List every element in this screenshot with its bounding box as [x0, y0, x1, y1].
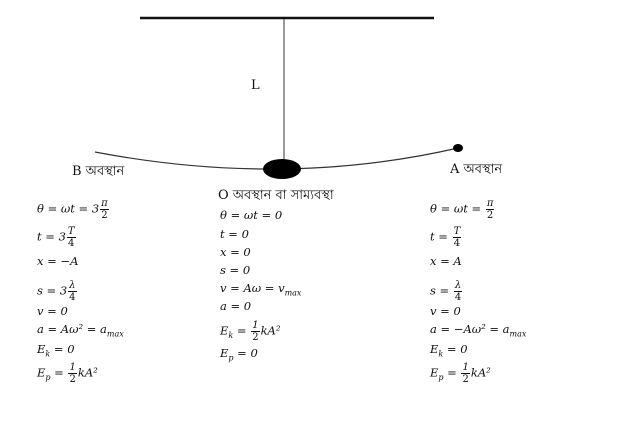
equation-row: θ = ωt = 3 $\frac{\pi}{2}$	[37, 198, 108, 221]
equation-row: $E_p$ = $\frac{1}{2}$ kA²	[430, 362, 491, 385]
equation-row: $E_k = 0$	[430, 342, 468, 359]
equation-row: t = 3 $\frac{T}{4}$	[37, 226, 75, 249]
equation-row: x = 0	[220, 245, 251, 259]
fraction: $\frac{\lambda}{4}$	[69, 280, 76, 303]
equation-row: θ = ωt = $\frac{\pi}{2}$	[430, 198, 494, 221]
position-o-title: O অবস্থান বা সাম্যবস্থা	[218, 188, 334, 203]
length-label: L	[251, 78, 260, 93]
equation-row: $E_k$ = $\frac{1}{2}$ kA²	[220, 320, 281, 343]
fraction: $\frac{\lambda}{4}$	[454, 280, 462, 303]
equation-row: $v = A\omega = v_{max}$	[220, 281, 302, 298]
bob-position-a	[453, 144, 463, 152]
equation-row: a = 0	[220, 299, 252, 313]
position-a-title: A অবস্থান	[450, 162, 503, 177]
equation-row: x = A	[430, 254, 462, 268]
equation-row: θ = ωt = 0	[220, 208, 283, 222]
bob-equilibrium	[263, 159, 301, 179]
equation-row: t = $\frac{T}{4}$	[430, 226, 461, 249]
equation-row: v = 0	[430, 304, 461, 318]
fraction: $\frac{T}{4}$	[67, 226, 75, 249]
fraction: $\frac{\pi}{2}$	[101, 198, 108, 221]
fraction: $\frac{1}{2}$	[462, 362, 469, 385]
fraction: $\frac{1}{2}$	[69, 362, 76, 385]
equation-row: x = −A	[37, 254, 79, 268]
equation-row: $a = -A\omega^2 = a_{max}$	[430, 322, 527, 339]
equation-row: t = 0	[220, 227, 249, 241]
equation-row: $E_k = 0$	[37, 342, 75, 359]
equation-row: $E_p$ = $\frac{1}{2}$ kA²	[37, 362, 98, 385]
equation-row: v = 0	[37, 304, 68, 318]
position-b-title: B অবস্থান	[72, 164, 125, 179]
equation-row: $E_p = 0$	[220, 346, 258, 363]
equation-row: s = 3 $\frac{\lambda}{4}$	[37, 280, 76, 303]
fraction: $\frac{1}{2}$	[252, 320, 259, 343]
equation-row: s = 0	[220, 263, 251, 277]
fraction: $\frac{T}{4}$	[453, 226, 461, 249]
equation-row: s = $\frac{\lambda}{4}$	[430, 280, 462, 303]
fraction: $\frac{\pi}{2}$	[486, 198, 494, 221]
equation-row: $a = A\omega^2 = a_{max}$	[37, 322, 124, 339]
